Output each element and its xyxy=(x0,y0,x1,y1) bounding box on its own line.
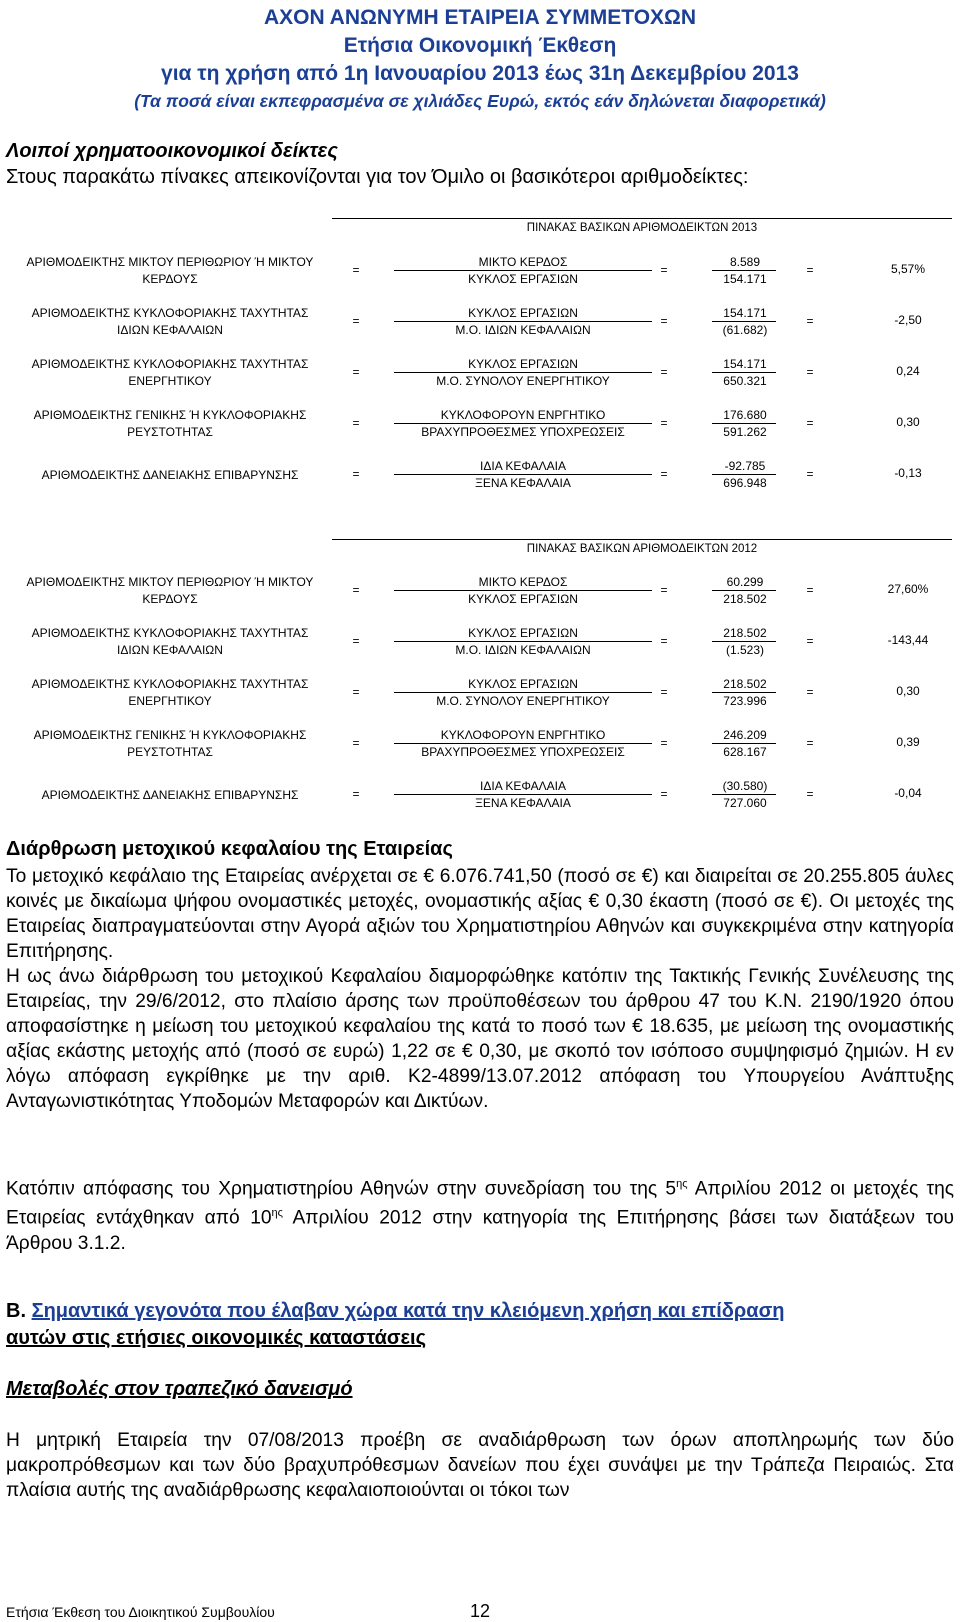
value-denominator: 727.060 xyxy=(723,796,767,810)
currency-note: (Τα ποσά είναι εκπεφρασμένα σε χιλιάδες Ευρώ, εκτός εάν δηλώνεται διαφορετικά) xyxy=(134,91,826,111)
value-denominator: 696.948 xyxy=(723,476,767,490)
value-denominator: 154.171 xyxy=(723,272,767,286)
equals-sign: = xyxy=(352,583,360,597)
equals-sign: = xyxy=(352,634,360,648)
value-denominator: (1.523) xyxy=(725,643,765,657)
ratio-row xyxy=(0,305,960,345)
ratio-name: ΑΡΙΘΜΟΔΕΙΚΤΗΣ ΓΕΝΙΚΗΣ Ή ΚΥΚΛΟΦΟΡΙΑΚΗΣ ΡΕΥΣΤΟΤΗΤΑΣ xyxy=(33,408,307,439)
value-numerator: 60.299 xyxy=(726,575,764,589)
formula-numerator: ΚΥΚΛΟΦΟΡΟΥΝ ΕΝΡΓΗΤΙΚΟ xyxy=(440,728,606,742)
equals-sign: = xyxy=(806,263,814,277)
ratio-name: ΑΡΙΘΜΟΔΕΙΚΤΗΣ ΚΥΚΛΟΦΟΡΙΑΚΗΣ ΤΑΧΥΤΗΤΑΣ ΕΝΕΡΓΗΤΙΚΟΥ xyxy=(31,357,309,388)
value-denominator: 218.502 xyxy=(723,592,767,606)
ratio-result: 0,39 xyxy=(896,735,920,749)
formula-numerator: ΚΥΚΛΟΦΟΡΟΥΝ ΕΝΡΓΗΤΙΚΟ xyxy=(440,408,606,422)
equals-sign: = xyxy=(660,263,668,277)
equals-sign: = xyxy=(806,736,814,750)
section-b-prefix: Β. xyxy=(6,1300,26,1322)
capital-paragraph-3: Κατόπιν απόφασης του Χρηματιστηρίου Αθηνών στην συνεδρίαση του της $5^{\eta\varsigma}$ Απριλίου 2012 οι μετοχές της Εταιρείας εντάχθηκαν από $10^{\eta\varsigma}$ Απριλίου 2012 στην κατηγορία της Επιτήρησης βάσει των διατάξεων του Άρθρου 3.1.2. xyxy=(6,1178,954,1254)
formula-numerator: ΚΥΚΛΟΣ ΕΡΓΑΣΙΩΝ xyxy=(468,306,578,320)
table-title-2012: ΠΙΝΑΚΑΣ ΒΑΣΙΚΩΝ ΑΡΙΘΜΟΔΕΙΚΤΩΝ 2012 xyxy=(332,539,952,555)
equals-sign: = xyxy=(806,467,814,481)
equals-sign: = xyxy=(806,416,814,430)
value-numerator: 176.680 xyxy=(723,408,767,422)
ratio-name: ΑΡΙΘΜΟΔΕΙΚΤΗΣ ΚΥΚΛΟΦΟΡΙΑΚΗΣ ΤΑΧΥΤΗΤΑΣ ΙΔΙΩΝ ΚΕΦΑΛΑΙΩΝ xyxy=(31,626,309,657)
section-b-title-line2: αυτών στις ετήσιες οικονομικές καταστάσεις xyxy=(6,1327,426,1349)
formula-denominator: ΒΡΑΧΥΠΡΟΘΕΣΜΕΣ ΥΠΟΧΡΕΩΣΕΙΣ xyxy=(421,745,625,759)
formula-numerator: ΜΙΚΤΟ ΚΕΡΔΟΣ xyxy=(478,255,568,269)
equals-sign: = xyxy=(660,314,668,328)
table-title-2013: ΠΙΝΑΚΑΣ ΒΑΣΙΚΩΝ ΑΡΙΘΜΟΔΕΙΚΤΩΝ 2013 xyxy=(332,218,952,234)
ratio-name: ΑΡΙΘΜΟΔΕΙΚΤΗΣ ΔΑΝΕΙΑΚΗΣ ΕΠΙΒΑΡΥΝΣΗΣ xyxy=(41,468,299,482)
equals-sign: = xyxy=(806,787,814,801)
value-numerator: 154.171 xyxy=(723,357,767,371)
equals-sign: = xyxy=(806,634,814,648)
equals-sign: = xyxy=(806,365,814,379)
capital-heading: Διάρθρωση μετοχικού κεφαλαίου της Εταιρείας xyxy=(6,838,453,860)
ratio-name: ΑΡΙΘΜΟΔΕΙΚΤΗΣ ΚΥΚΛΟΦΟΡΙΑΚΗΣ ΤΑΧΥΤΗΤΑΣ ΕΝΕΡΓΗΤΙΚΟΥ xyxy=(31,677,309,708)
ratio-result: 0,30 xyxy=(896,684,920,698)
equals-sign: = xyxy=(352,467,360,481)
value-numerator: 218.502 xyxy=(723,626,767,640)
formula-denominator: ΚΥΚΛΟΣ ΕΡΓΑΣΙΩΝ xyxy=(468,272,578,286)
section-title: Λοιποί χρηματοοικονομικοί δείκτες xyxy=(6,140,338,162)
equals-sign: = xyxy=(660,736,668,750)
ratio-row xyxy=(0,407,960,447)
value-denominator: 591.262 xyxy=(723,425,767,439)
value-denominator: 628.167 xyxy=(723,745,767,759)
value-denominator: (61.682) xyxy=(722,323,768,337)
company-name: ΑΧΟΝ ΑΝΩΝΥΜΗ ΕΤΑΙΡΕΙΑ ΣΥΜΜΕΤΟΧΩΝ xyxy=(263,6,697,29)
ratio-result: 0,24 xyxy=(896,364,920,378)
equals-sign: = xyxy=(660,583,668,597)
ratio-result: -143,44 xyxy=(887,633,929,647)
ratio-name: ΑΡΙΘΜΟΔΕΙΚΤΗΣ ΜΙΚΤΟΥ ΠΕΡΙΘΩΡΙΟΥ Ή ΜΙΚΤΟΥ ΚΕΡΔΟΥΣ xyxy=(26,255,314,286)
page-footer xyxy=(6,1601,491,1621)
capital-paragraph-1: Το μετοχικό κεφάλαιο της Εταιρείας ανέρχεται σε € 6.076.741,50 (ποσό σε €) και διαιρείται σε 20.255.805 άυλες κοινές με δικαίωμα ψήφου ονομαστικές μετοχές, ονομαστικής αξίας € 0,30 έκαστη (ποσό σε €). Οι μετοχές της Εταιρείας διαπραγματεύονται στην Αγορά αξιών του Χρηματιστηρίου Αθηνών και συγκεκριμένα στην κατηγορία Επιτήρησης. xyxy=(6,866,954,962)
section-b-title: Σημαντικά γεγονότα που έλαβαν χώρα κατά την κλειόμενη χρήση και επίδραση xyxy=(31,1300,785,1322)
equals-sign: = xyxy=(660,634,668,648)
report-period: για τη χρήση από 1η Ιανουαρίου 2013 έως 31η Δεκεμβρίου 2013 xyxy=(161,62,799,85)
equals-sign: = xyxy=(352,263,360,277)
page-number: 12 xyxy=(470,1601,491,1621)
equals-sign: = xyxy=(352,685,360,699)
equals-sign: = xyxy=(352,314,360,328)
ratio-result: -2,50 xyxy=(894,313,922,327)
value-denominator: 723.996 xyxy=(723,694,767,708)
formula-denominator: ΞΕΝΑ ΚΕΦΑΛΑΙΑ xyxy=(475,476,571,490)
ratio-result: -0,04 xyxy=(894,786,922,800)
formula-denominator: ΒΡΑΧΥΠΡΟΘΕΣΜΕΣ ΥΠΟΧΡΕΩΣΕΙΣ xyxy=(421,425,625,439)
ratio-result: -0,13 xyxy=(894,466,922,480)
equals-sign: = xyxy=(806,685,814,699)
bank-borrowing-heading: Μεταβολές στον τραπεζικό δανεισμό xyxy=(6,1378,353,1400)
formula-denominator: Μ.Ο. ΙΔΙΩΝ ΚΕΦΑΛΑΙΩΝ xyxy=(455,643,591,657)
ratio-row xyxy=(0,625,960,665)
formula-numerator: ΚΥΚΛΟΣ ΕΡΓΑΣΙΩΝ xyxy=(468,357,578,371)
value-numerator: 8.589 xyxy=(729,255,761,269)
ratio-row xyxy=(0,727,960,767)
formula-denominator: Μ.Ο. ΣΥΝΟΛΟΥ ΕΝΕΡΓΗΤΙΚΟΥ xyxy=(436,374,610,388)
value-denominator: 650.321 xyxy=(723,374,767,388)
ratio-row xyxy=(0,254,960,294)
report-header xyxy=(0,4,960,114)
equals-sign: = xyxy=(352,365,360,379)
formula-denominator: ΚΥΚΛΟΣ ΕΡΓΑΣΙΩΝ xyxy=(468,592,578,606)
ratio-row xyxy=(0,778,960,818)
value-numerator: (30.580) xyxy=(722,779,768,793)
equals-sign: = xyxy=(660,416,668,430)
value-numerator: 154.171 xyxy=(723,306,767,320)
ratio-result: 27,60% xyxy=(887,582,929,596)
value-numerator: 246.209 xyxy=(723,728,767,742)
value-numerator: -92.785 xyxy=(724,459,766,473)
equals-sign: = xyxy=(806,583,814,597)
bank-borrowing-paragraph: Η μητρική Εταιρεία την 07/08/2013 προέβη σε αναδιάρθρωση των όρων αποπληρωμής των δύο μακροπρόθεσμων και των δύο βραχυπρόθεσμων δανείων που έχει συνάψει με την Τράπεζα Πειραιώς. Στα πλαίσια αυτής της αναδιάρθρωσης κεφαλαιοποιούνται οι τόκοι των xyxy=(6,1430,954,1501)
ratio-name: ΑΡΙΘΜΟΔΕΙΚΤΗΣ ΚΥΚΛΟΦΟΡΙΑΚΗΣ ΤΑΧΥΤΗΤΑΣ ΙΔΙΩΝ ΚΕΦΑΛΑΙΩΝ xyxy=(31,306,309,337)
formula-numerator: ΜΙΚΤΟ ΚΕΡΔΟΣ xyxy=(478,575,568,589)
section-intro: Στους παρακάτω πίνακες απεικονίζονται για τον Όμιλο οι βασικότεροι αριθμοδείκτες: xyxy=(6,166,749,188)
ratio-name: ΑΡΙΘΜΟΔΕΙΚΤΗΣ ΓΕΝΙΚΗΣ Ή ΚΥΚΛΟΦΟΡΙΑΚΗΣ ΡΕΥΣΤΟΤΗΤΑΣ xyxy=(33,728,307,759)
ratio-row xyxy=(0,574,960,614)
ratio-row xyxy=(0,458,960,498)
formula-numerator: ΙΔΙΑ ΚΕΦΑΛΑΙΑ xyxy=(480,459,566,473)
formula-denominator: Μ.Ο. ΣΥΝΟΛΟΥ ΕΝΕΡΓΗΤΙΚΟΥ xyxy=(436,694,610,708)
equals-sign: = xyxy=(660,685,668,699)
section-b-heading xyxy=(6,1298,954,1352)
ratio-name: ΑΡΙΘΜΟΔΕΙΚΤΗΣ ΜΙΚΤΟΥ ΠΕΡΙΘΩΡΙΟΥ Ή ΜΙΚΤΟΥ ΚΕΡΔΟΥΣ xyxy=(26,575,314,606)
equals-sign: = xyxy=(352,416,360,430)
ratio-result: 5,57% xyxy=(890,262,926,276)
ratio-row xyxy=(0,356,960,396)
report-title: Ετήσια Οικονομική Έκθεση xyxy=(343,34,617,57)
formula-denominator: Μ.Ο. ΙΔΙΩΝ ΚΕΦΑΛΑΙΩΝ xyxy=(455,323,591,337)
ratio-result: 0,30 xyxy=(896,415,920,429)
equals-sign: = xyxy=(352,736,360,750)
ratio-row xyxy=(0,676,960,716)
formula-numerator: ΚΥΚΛΟΣ ΕΡΓΑΣΙΩΝ xyxy=(468,677,578,691)
equals-sign: = xyxy=(352,787,360,801)
equals-sign: = xyxy=(806,314,814,328)
footer-text: Ετήσια Έκθεση του Διοικητικού Συμβουλίου xyxy=(6,1604,275,1620)
equals-sign: = xyxy=(660,467,668,481)
capital-paragraph-2: Η ως άνω διάρθρωση του μετοχικού Κεφαλαίου διαμορφώθηκε κατόπιν της Τακτικής Γενικής Συνέλευσης της Εταιρείας, την 29/6/2012, στο πλαίσιο άρσης των προϋποθέσεων του άρθρου 47 του Κ.Ν. 2190/1920 όπου αποφασίστηκε η μείωση του μετοχικού κεφαλαίου της κατά το ποσό των € 18.635, με μείωση της ονομαστικής αξίας εκάστης μετοχής από (ποσό σε ευρώ) 1,22 σε € 0,30, με σκοπό τον ισόποσο συμψηφισμό ζημιών. Η εν λόγω απόφαση εγκρίθηκε με την αριθ. Κ2-4899/13.07.2012 απόφαση του Υπουργείου Ανάπτυξης Ανταγωνιστικότητας Υποδομών Μεταφορών και Δικτύων. xyxy=(6,966,954,1112)
formula-numerator: ΙΔΙΑ ΚΕΦΑΛΑΙΑ xyxy=(480,779,566,793)
equals-sign: = xyxy=(660,787,668,801)
value-numerator: 218.502 xyxy=(723,677,767,691)
ratio-name: ΑΡΙΘΜΟΔΕΙΚΤΗΣ ΔΑΝΕΙΑΚΗΣ ΕΠΙΒΑΡΥΝΣΗΣ xyxy=(41,788,299,802)
formula-denominator: ΞΕΝΑ ΚΕΦΑΛΑΙΑ xyxy=(475,796,571,810)
formula-numerator: ΚΥΚΛΟΣ ΕΡΓΑΣΙΩΝ xyxy=(468,626,578,640)
equals-sign: = xyxy=(660,365,668,379)
